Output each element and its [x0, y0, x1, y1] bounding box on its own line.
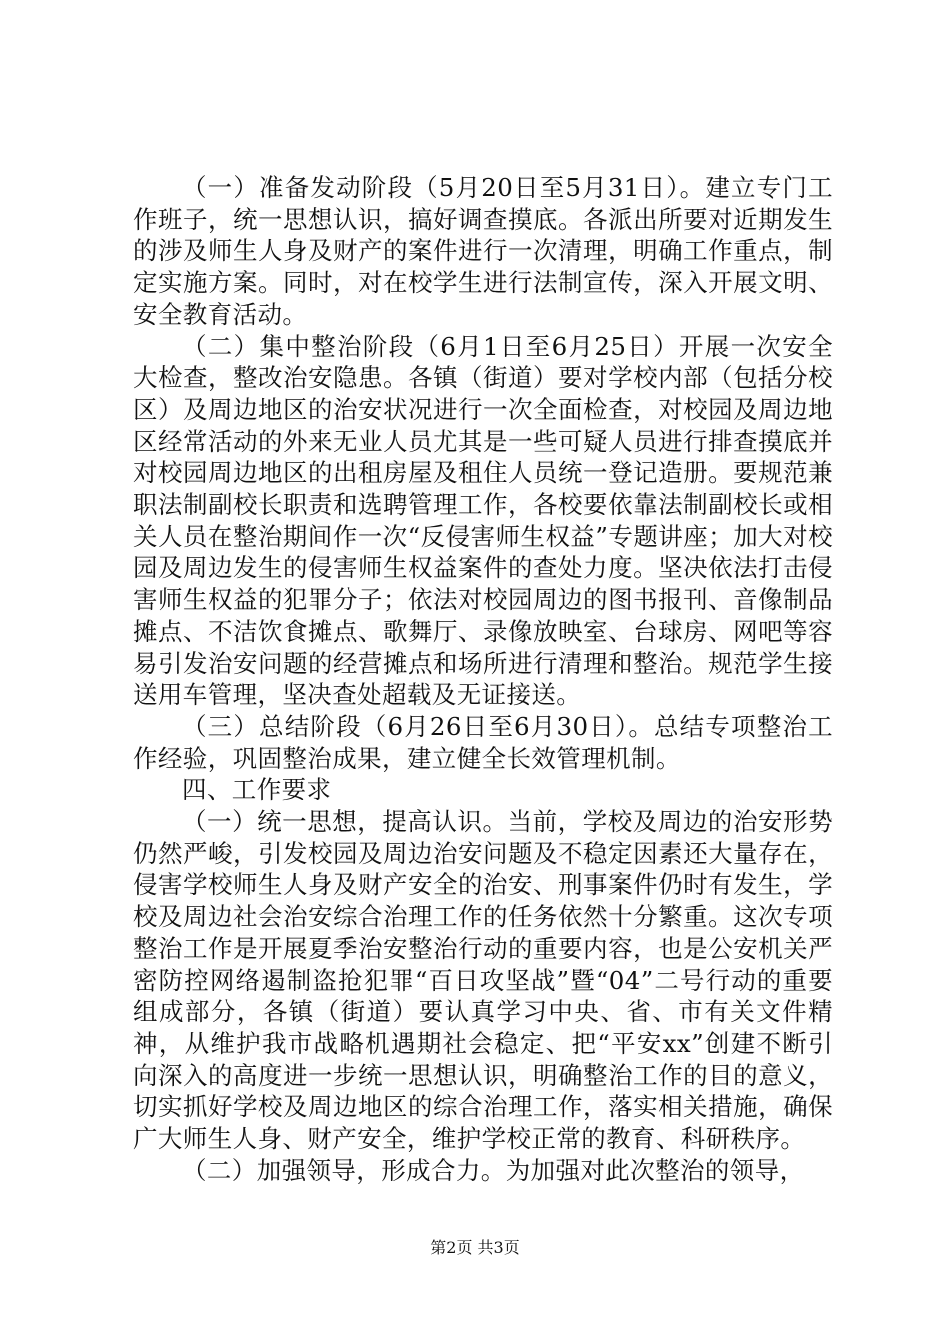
page-number-footer: 第2页 共3页: [430, 1238, 520, 1257]
paragraph-summary-stage: （三）总结阶段（6月26日至6月30日）。总结专项整治工作经验，巩固整治成果，建立健全长效管理机制。: [133, 711, 833, 773]
paragraph-concentrated-rectification-stage: （二）集中整治阶段（6月1日至6月25日）开展一次安全大检查，整改治安隐患。各镇（街道）要对学校内部（包括分校区）及周边地区的治安状况进行一次全面检查，对校园及周边地区经常活动的外来无业人员尤其是一些可疑人员进行排查摸底并对校园周边地区的出租房屋及租住人员统一登记造册。要规范兼职法制副校长职责和选聘管理工作，各校要依靠法制副校长或相关人员在整治期间作一次“反侵害师生权益”专题讲座；加大对校园及周边发生的侵害师生权益案件的查处力度。坚决依法打击侵害师生权益的犯罪分子；依法对校园周边的图书报刊、音像制品摊点、不洁饮食摊点、歌舞厅、录像放映室、台球房、网吧等容易引发治安问题的经营摊点和场所进行清理和整治。规范学生接送用车管理，坚决查处超载及无证接送。: [133, 331, 833, 710]
document-body: [133, 172, 833, 1187]
paragraph-preparation-stage: （一）准备发动阶段（5月20日至5月31日）。建立专门工作班子，统一思想认识，搞好调查摸底。各派出所要对近期发生的涉及师生人身及财产的案件进行一次清理，明确工作重点，制定实施方案。同时，对在校学生进行法制宣传，深入开展文明、安全教育活动。: [133, 173, 833, 329]
paragraph-strengthen-leadership: （二）加强领导，形成合力。为加强对此次整治的领导，: [182, 1155, 805, 1185]
paragraph-unify-thinking: （一）统一思想，提高认识。当前，学校及周边的治安形势仍然严峻，引发校园及周边治安问题及不稳定因素还大量存在，侵害学校师生人身及财产安全的治安、刑事案件仍时有发生，学校及周边社会治安综合治理工作的任务依然十分繁重。这次专项整治工作是开展夏季治安整治行动的重要内容，也是公安机关严密防控网络遏制盗抢犯罪“百日攻坚战”暨“04”二号行动的重要组成部分，各镇（街道）要认真学习中央、省、市有关文件精神，从维护我市战略机遇期社会稳定、把“平安xx”创建不断引向深入的高度进一步统一思想认识，明确整治工作的目的意义，切实抓好学校及周边地区的综合治理工作，落实相关措施，确保广大师生人身、财产安全，维护学校正常的教育、科研秩序。: [133, 807, 833, 1154]
section-heading-work-requirements: 四、工作要求: [182, 775, 332, 805]
